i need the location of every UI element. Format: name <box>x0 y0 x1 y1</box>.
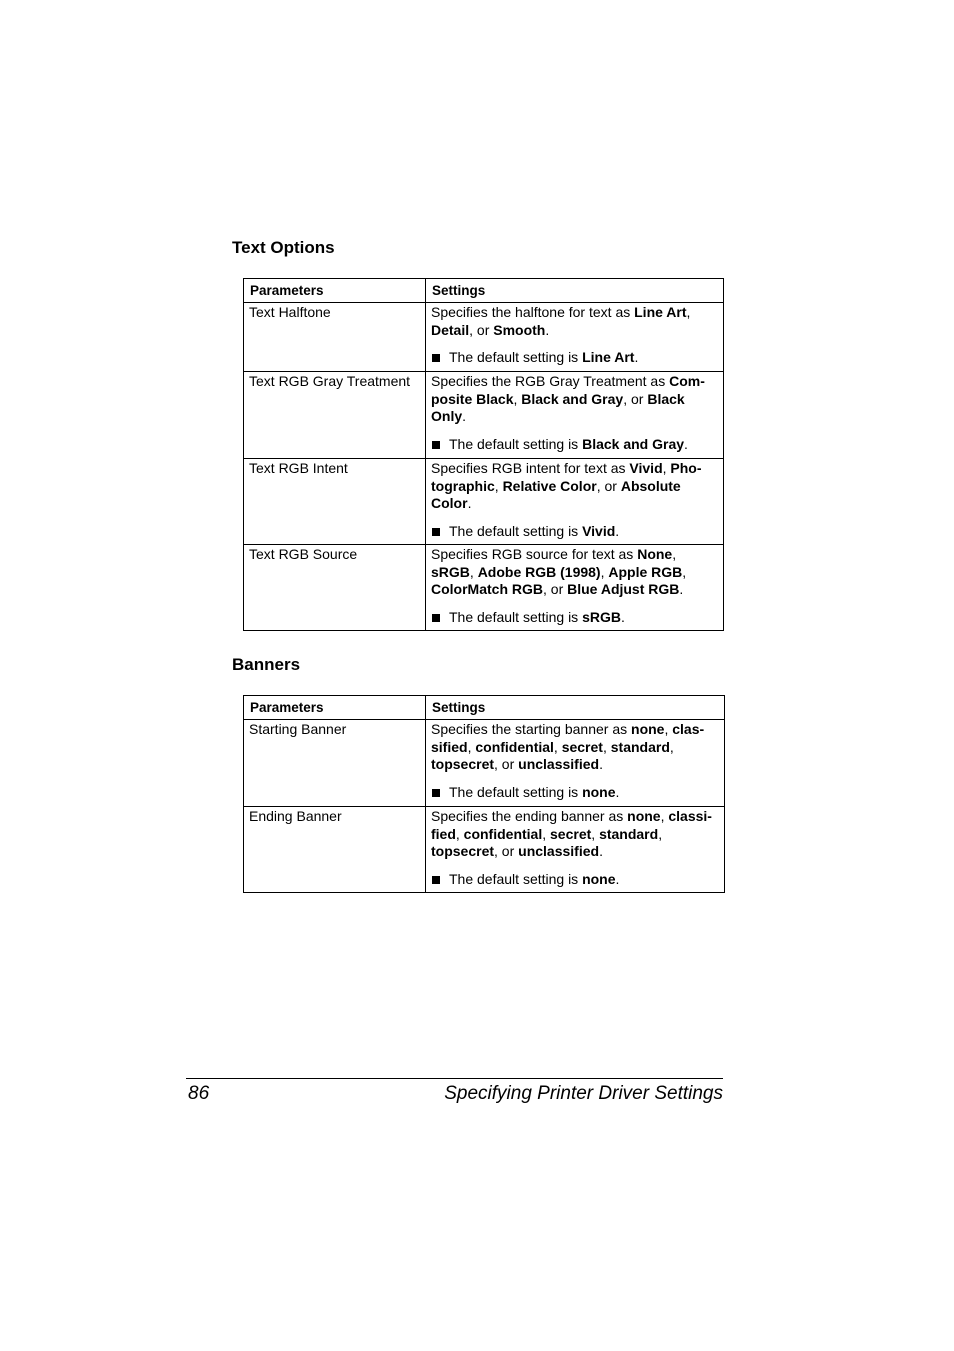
bold-term: Adobe RGB (1998) <box>477 563 601 580</box>
table-row <box>244 545 724 631</box>
text-run: , or <box>494 843 519 859</box>
text-run: , <box>553 738 562 755</box>
text-run: , <box>658 825 663 842</box>
text-run: . <box>599 756 603 772</box>
bold-term: None <box>637 546 673 562</box>
text-run: The default setting is <box>449 783 583 800</box>
bold-term: none <box>631 721 665 737</box>
bold-term: unclassified <box>518 843 600 859</box>
bold-term: Relative Color <box>502 477 597 494</box>
bold-term: none <box>582 870 616 887</box>
text-run: , or <box>623 390 648 407</box>
setting-description <box>431 460 719 513</box>
bold-term: standard <box>610 738 670 755</box>
text-run: , <box>469 563 478 580</box>
bold-term: Detail <box>431 321 470 338</box>
text-run: , <box>686 304 691 320</box>
bold-term: Line Art <box>634 304 687 320</box>
text-run: , <box>662 460 671 476</box>
text-run: . <box>615 870 620 887</box>
bold-term: Blue Adjust RGB <box>567 581 680 597</box>
setting-cell <box>426 459 724 545</box>
bold-term: ColorMatch RGB <box>431 581 543 597</box>
text-run: , <box>660 808 669 824</box>
text-run: , <box>669 738 674 755</box>
chapter-title: Specifying Printer Driver Settings <box>444 1083 723 1104</box>
default-setting <box>431 523 719 541</box>
bold-term: standard <box>599 825 659 842</box>
setting-cell <box>426 303 724 372</box>
text-run: , <box>664 721 673 737</box>
setting-cell <box>426 372 724 459</box>
bold-term: confidential <box>475 738 554 755</box>
text-options-heading: Text Options <box>232 238 335 257</box>
text-run: . <box>462 408 467 424</box>
parameter-name: Starting Banner <box>244 720 426 807</box>
default-setting <box>431 871 720 889</box>
text-run: Specifies RGB source for text as <box>431 546 638 562</box>
text-run: , <box>494 477 503 494</box>
bold-term: secret <box>550 825 592 842</box>
text-run: Specifies RGB intent for text as <box>431 460 630 476</box>
table-header-row <box>244 696 725 720</box>
text-run: , <box>672 546 677 562</box>
bold-term: Absolute Color <box>431 477 681 511</box>
bold-term: none <box>627 808 661 824</box>
bold-term: Black Only <box>431 390 685 424</box>
table-header-row <box>244 279 724 303</box>
text-run: , <box>455 825 464 842</box>
text-run: . <box>615 783 620 800</box>
text-run: The default setting is <box>449 608 583 625</box>
bold-term: sRGB <box>431 563 470 580</box>
bold-term: confidential <box>463 825 543 842</box>
square-bullet-icon <box>431 871 449 889</box>
bold-term: topsecret <box>431 756 495 772</box>
text-run: Specifies the starting banner as <box>431 721 632 737</box>
setting-description <box>431 546 719 599</box>
bold-term: Pho-tographic <box>431 460 702 494</box>
bold-term: sRGB <box>582 608 621 625</box>
bold-term: none <box>582 783 616 800</box>
text-run: The default setting is <box>449 522 583 539</box>
setting-description <box>431 373 719 426</box>
parameter-name: Text RGB Source <box>244 545 426 631</box>
table-row <box>244 807 725 893</box>
bold-term: secret <box>561 738 603 755</box>
parameter-name: Ending Banner <box>244 807 426 893</box>
settings-header: Settings <box>426 279 724 303</box>
text-run: The default setting is <box>449 435 583 452</box>
setting-description <box>431 304 719 339</box>
parameters-header: Parameters <box>244 279 426 303</box>
text-run: . <box>684 435 688 452</box>
square-bullet-icon <box>431 523 449 541</box>
text-run: , or <box>469 321 494 338</box>
bold-term: Smooth <box>493 321 546 338</box>
bold-term: unclassified <box>518 756 600 772</box>
default-setting <box>431 609 719 627</box>
bold-term: Apple RGB <box>608 563 683 580</box>
bold-term: Vivid <box>629 460 663 476</box>
text-run: . <box>634 349 639 365</box>
bold-term: Com-posite Black <box>431 373 705 407</box>
bold-term: Black and Gray <box>582 435 685 452</box>
text-run: , or <box>596 477 621 494</box>
square-bullet-icon <box>431 784 449 802</box>
text-options-table <box>243 278 724 631</box>
text-run: , <box>467 738 476 755</box>
text-run: Specifies the ending banner as <box>431 808 628 824</box>
setting-cell <box>426 720 725 807</box>
table-row <box>244 459 724 545</box>
text-run: , or <box>494 756 519 772</box>
bold-term: Vivid <box>582 522 616 539</box>
text-run: Specifies the halftone for text as <box>431 304 635 320</box>
text-run: , <box>513 390 522 407</box>
page-number: 86 <box>188 1083 210 1104</box>
square-bullet-icon <box>431 436 449 454</box>
text-run: . <box>615 522 620 539</box>
table-row <box>244 720 725 807</box>
default-setting <box>431 784 720 802</box>
bold-term: classi-fied <box>431 808 712 842</box>
text-run: The default setting is <box>449 349 583 365</box>
banners-heading: Banners <box>232 655 301 674</box>
text-run: , or <box>543 581 568 597</box>
text-run: Specifies the RGB Gray Treatment as <box>431 373 670 389</box>
text-run: . <box>599 843 603 859</box>
parameter-name: Text RGB Gray Treatment <box>244 372 426 459</box>
text-run: . <box>467 495 472 511</box>
setting-cell <box>426 545 724 631</box>
text-run: . <box>620 608 625 625</box>
text-run: , <box>542 825 551 842</box>
table-row <box>244 303 724 372</box>
bold-term: Line Art <box>582 349 635 365</box>
text-run: . <box>545 321 550 338</box>
text-run: , <box>602 738 611 755</box>
settings-header: Settings <box>426 696 725 720</box>
text-run: . <box>679 581 684 597</box>
bold-term: topsecret <box>431 843 495 859</box>
parameter-name: Text RGB Intent <box>244 459 426 545</box>
bold-term: clas-sified <box>431 721 705 755</box>
setting-description <box>431 808 720 861</box>
setting-description <box>431 721 720 774</box>
default-setting <box>431 349 719 367</box>
text-run: , <box>682 563 687 580</box>
bold-term: Black and Gray <box>521 390 624 407</box>
setting-cell <box>426 807 725 893</box>
banners-table <box>243 695 725 893</box>
parameter-name: Text Halftone <box>244 303 426 372</box>
table-row <box>244 372 724 459</box>
text-run: , <box>600 563 609 580</box>
text-run: , <box>591 825 600 842</box>
square-bullet-icon <box>431 349 449 367</box>
parameters-header: Parameters <box>244 696 426 720</box>
footer-divider <box>186 1078 723 1079</box>
square-bullet-icon <box>431 609 449 627</box>
default-setting <box>431 436 719 454</box>
text-run: The default setting is <box>449 870 583 887</box>
